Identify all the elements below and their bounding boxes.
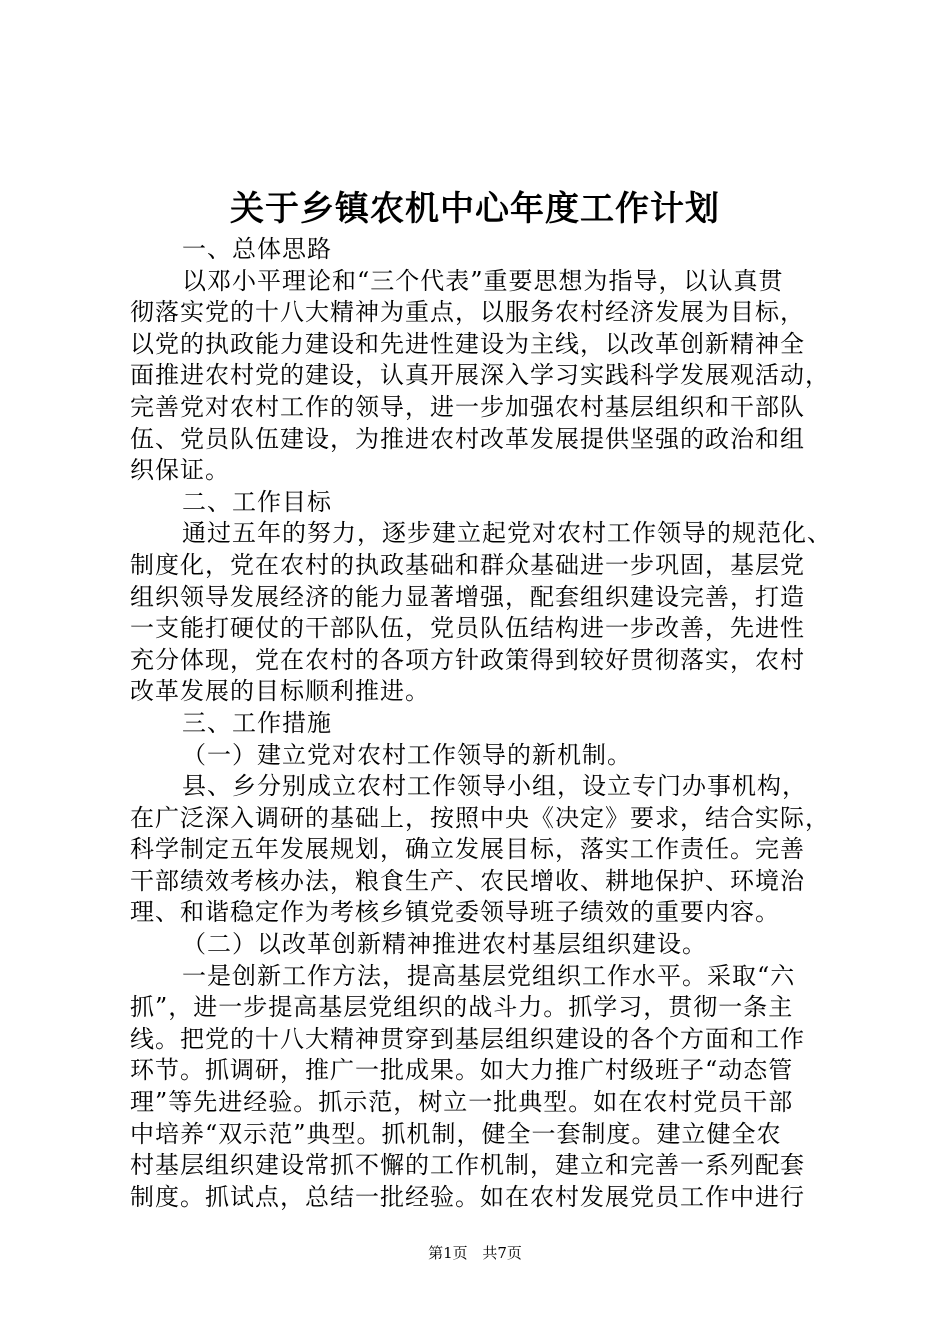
- body-line: 面推进农村党的建设，认真开展深入学习实践科学发展观活动，: [130, 361, 830, 390]
- body-line: 在广泛深入调研的基础上，按照中央《决定》要求，结合实际，: [130, 803, 830, 832]
- body-line: 以邓小平理论和“三个代表”重要思想为指导，以认真贯: [182, 266, 784, 295]
- body-line: 县、乡分别成立农村工作领导小组，设立专门办事机构，: [182, 772, 807, 801]
- body-line: 二、工作目标: [182, 487, 332, 516]
- body-line: 一是创新工作方法，提高基层党组织工作水平。采取“六: [182, 961, 796, 990]
- body-line: 一支能打硬仗的干部队伍，党员队伍结构进一步改善，先进性: [130, 614, 805, 643]
- body-line: 干部绩效考核办法，粮食生产、农民增收、耕地保护、环境治: [130, 866, 805, 895]
- body-line: 完善党对农村工作的领导，进一步加强农村基层组织和干部队: [130, 392, 805, 421]
- body-line: 伍、党员队伍建设，为推进农村改革发展提供坚强的政治和组: [130, 424, 805, 453]
- page-number: 第1页: [428, 1244, 468, 1262]
- body-line: 抓”，进一步提高基层党组织的战斗力。抓学习，贯彻一条主: [130, 993, 794, 1022]
- body-line: 理、和谐稳定作为考核乡镇党委领导班子绩效的重要内容。: [130, 898, 780, 927]
- page-total: 共7页: [482, 1244, 522, 1262]
- body-line: （一）建立党对农村工作领导的新机制。: [182, 740, 632, 769]
- document-body: [130, 234, 830, 1213]
- page-footer: [0, 1242, 950, 1264]
- body-line: 彻落实党的十八大精神为重点，以服务农村经济发展为目标，: [130, 298, 805, 327]
- document-title: 关于乡镇农机中心年度工作计划: [230, 189, 720, 229]
- body-line: 线。把党的十八大精神贯穿到基层组织建设的各个方面和工作: [130, 1024, 805, 1053]
- body-line: 制度。抓试点，总结一批经验。如在农村发展党员工作中进行: [130, 1182, 805, 1211]
- body-line: （二）以改革创新精神推进农村基层组织建设。: [182, 930, 707, 959]
- body-line: 中培养“双示范”典型。抓机制，健全一套制度。建立健全农: [130, 1119, 782, 1148]
- body-line: 组织领导发展经济的能力显著增强，配套组织建设完善，打造: [130, 582, 805, 611]
- body-line: 村基层组织建设常抓不懈的工作机制，建立和完善一系列配套: [130, 1151, 805, 1180]
- body-line: 环节。抓调研，推广一批成果。如大力推广村级班子“动态管: [130, 1056, 794, 1085]
- body-line: 理”等先进经验。抓示范，树立一批典型。如在农村党员干部: [130, 1088, 794, 1117]
- body-line: 以党的执政能力建设和先进性建设为主线，以改革创新精神全: [130, 329, 805, 358]
- body-line: 改革发展的目标顺利推进。: [130, 677, 430, 706]
- body-line: 科学制定五年发展规划，确立发展目标，落实工作责任。完善: [130, 835, 805, 864]
- body-line: 一、总体思路: [182, 235, 332, 263]
- body-line: 织保证。: [130, 456, 230, 485]
- body-line: 通过五年的努力，逐步建立起党对农村工作领导的规范化、: [182, 519, 832, 548]
- body-line: 三、工作措施: [182, 708, 332, 737]
- body-line: 充分体现，党在农村的各项方针政策得到较好贯彻落实，农村: [130, 645, 805, 674]
- body-line: 制度化，党在农村的执政基础和群众基础进一步巩固，基层党: [130, 550, 805, 579]
